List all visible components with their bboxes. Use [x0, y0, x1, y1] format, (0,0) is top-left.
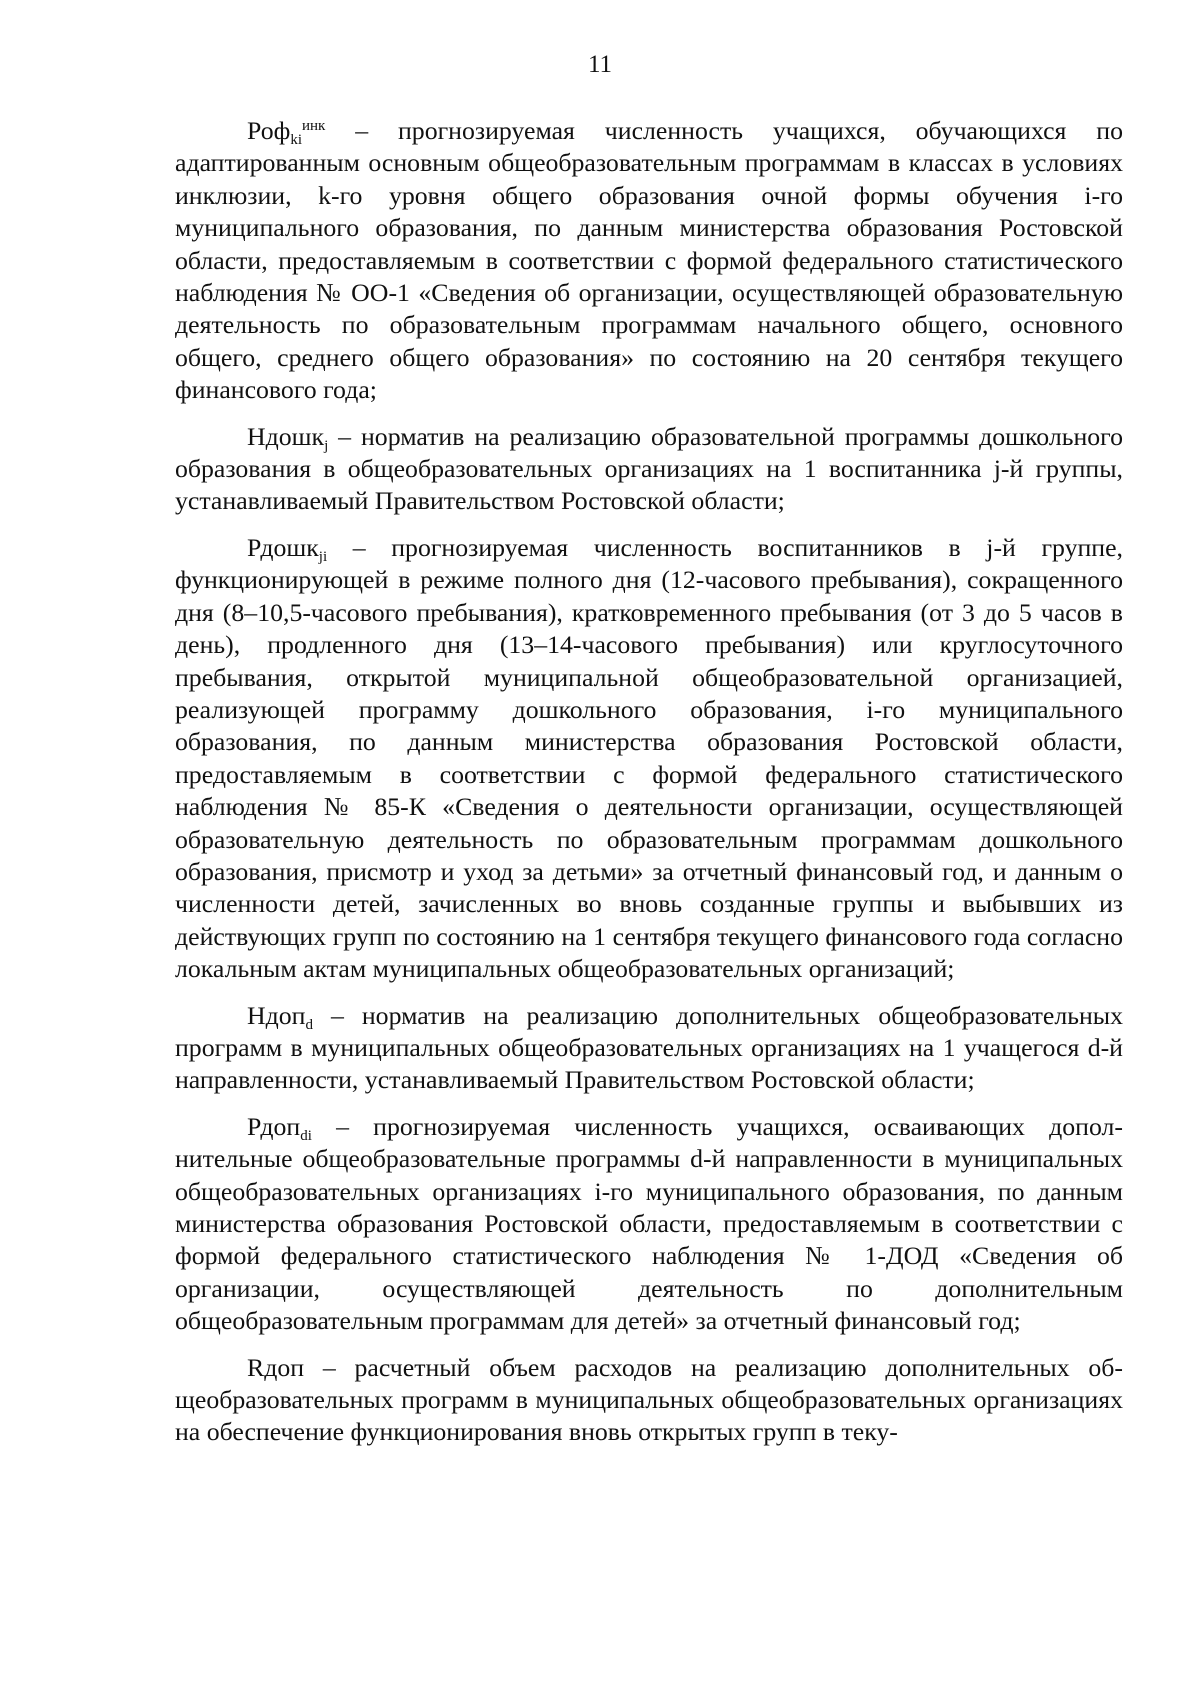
- symbol-base: Ндоп: [247, 1000, 306, 1030]
- symbol: [247, 1111, 312, 1144]
- paragraph-rdop: [175, 1352, 1123, 1449]
- definition-text: – прогнозируемая численность воспитанников в j-й группе, функционирующей в режиме полного дня (12-часового пребывания), сокращенного дня (8–10,5-часового пребывания), кратковременного пребывания (от 3 до 5 часов в день), продленного дня (13–14-часового пребывания) или круглосуточного пребывания, открытой муниципальной общеобразовательной организацией, реализующей программу дошкольного образования, i-го муниципального образования, по данным министерства образования Ростовской области, предоставляемым в соответствии с формой федерального статистического наблюдения № 85-К «Сведения о деятельности организации, осуществляющей образовательную деятельность по образовательным программам дошкольного образования, присмотр и уход за детьми» за отчетный финансовый год, и данным о численности детей, зачисленных во вновь созданные группы и выбывших из действующих групп по состоянию на 1 сентября текущего финансового года согласно локальным актам муниципальных общеобразовательных организаций;: [175, 532, 1123, 984]
- symbol-base: Рдошк: [247, 532, 319, 562]
- body-text: [175, 115, 1123, 1463]
- symbol-superscript: инк: [302, 118, 326, 134]
- paragraph-ndop-d: [175, 1000, 1123, 1097]
- symbol-base: Ндошк: [247, 421, 325, 451]
- paragraph-ndoshk-j: [175, 421, 1123, 518]
- paragraph-rdop-di: [175, 1111, 1123, 1338]
- symbol-base: Рдоп: [247, 1111, 301, 1141]
- definition-text: – прогнозируемая численность учащихся, обучающихся по адаптированным основным общеобразовательным программам в классах в условиях инклюзии, k-го уровня общего образования очной формы обучения i-го муниципального образования, по данным министерства образования Ростовской области, предоставляемым в соответствии с формой федерального статистического наблюдения № ОО-1 «Сведения об организации, осуществляющей образовательную деятельность по образовательным программам начального общего, основного общего, среднего общего образования» по состоянию на 20 сентября текущего финансового года;: [175, 116, 1123, 405]
- symbol: [247, 421, 329, 454]
- paragraph-rdoshk-ji: [175, 532, 1123, 986]
- symbol: [247, 532, 328, 565]
- symbol-subscript: j: [324, 437, 329, 454]
- symbol-subscript: di: [300, 1127, 312, 1144]
- definition-text: – прогнозируемая численность учащихся, осваивающих дополнительные общеобразовательные программы d-й направленности в муниципальных общеобразовательных организациях i-го муниципального образования, по данным министерства образования Ростовской области, предоставляемым в соответствии с формой федерального статистического наблюдения № 1-ДОД «Сведения об организации, осуществляющей деятельность по дополнительным общеобразовательным программам для детей» за отчетный финансовый год;: [175, 1111, 1123, 1336]
- symbol-base: Роф: [247, 116, 291, 145]
- symbol: [247, 116, 326, 148]
- definition-text: – расчетный объем расходов на реализацию дополнительных общеобразовательных программ в муниципальных общеобразовательных организациях на обеспечение функционирования вновь открытых групп в теку-: [175, 1352, 1123, 1447]
- symbol-subscript: d: [305, 1016, 313, 1033]
- definition-text: – норматив на реализацию дополнительных общеобразовательных программ в муниципальных общеобразовательных организациях на 1 учащегося d-й направленности, устанавливаемый Правительством Ростовской области;: [175, 1000, 1123, 1095]
- paragraph-rof-ki-ink: [175, 115, 1123, 407]
- symbol-base: Rдоп: [247, 1352, 305, 1382]
- symbol-subscript: ki: [290, 132, 302, 148]
- page-number: 11: [587, 51, 613, 78]
- definition-text: – норматив на реализацию образовательной программы дошкольного образования в общеобразовательных организациях на 1 воспитанника j-й группы, устанавливаемый Правительством Ростовской области;: [175, 421, 1123, 516]
- symbol-subscript: ji: [318, 548, 328, 565]
- symbol: [247, 1353, 304, 1382]
- symbol: [247, 1000, 313, 1033]
